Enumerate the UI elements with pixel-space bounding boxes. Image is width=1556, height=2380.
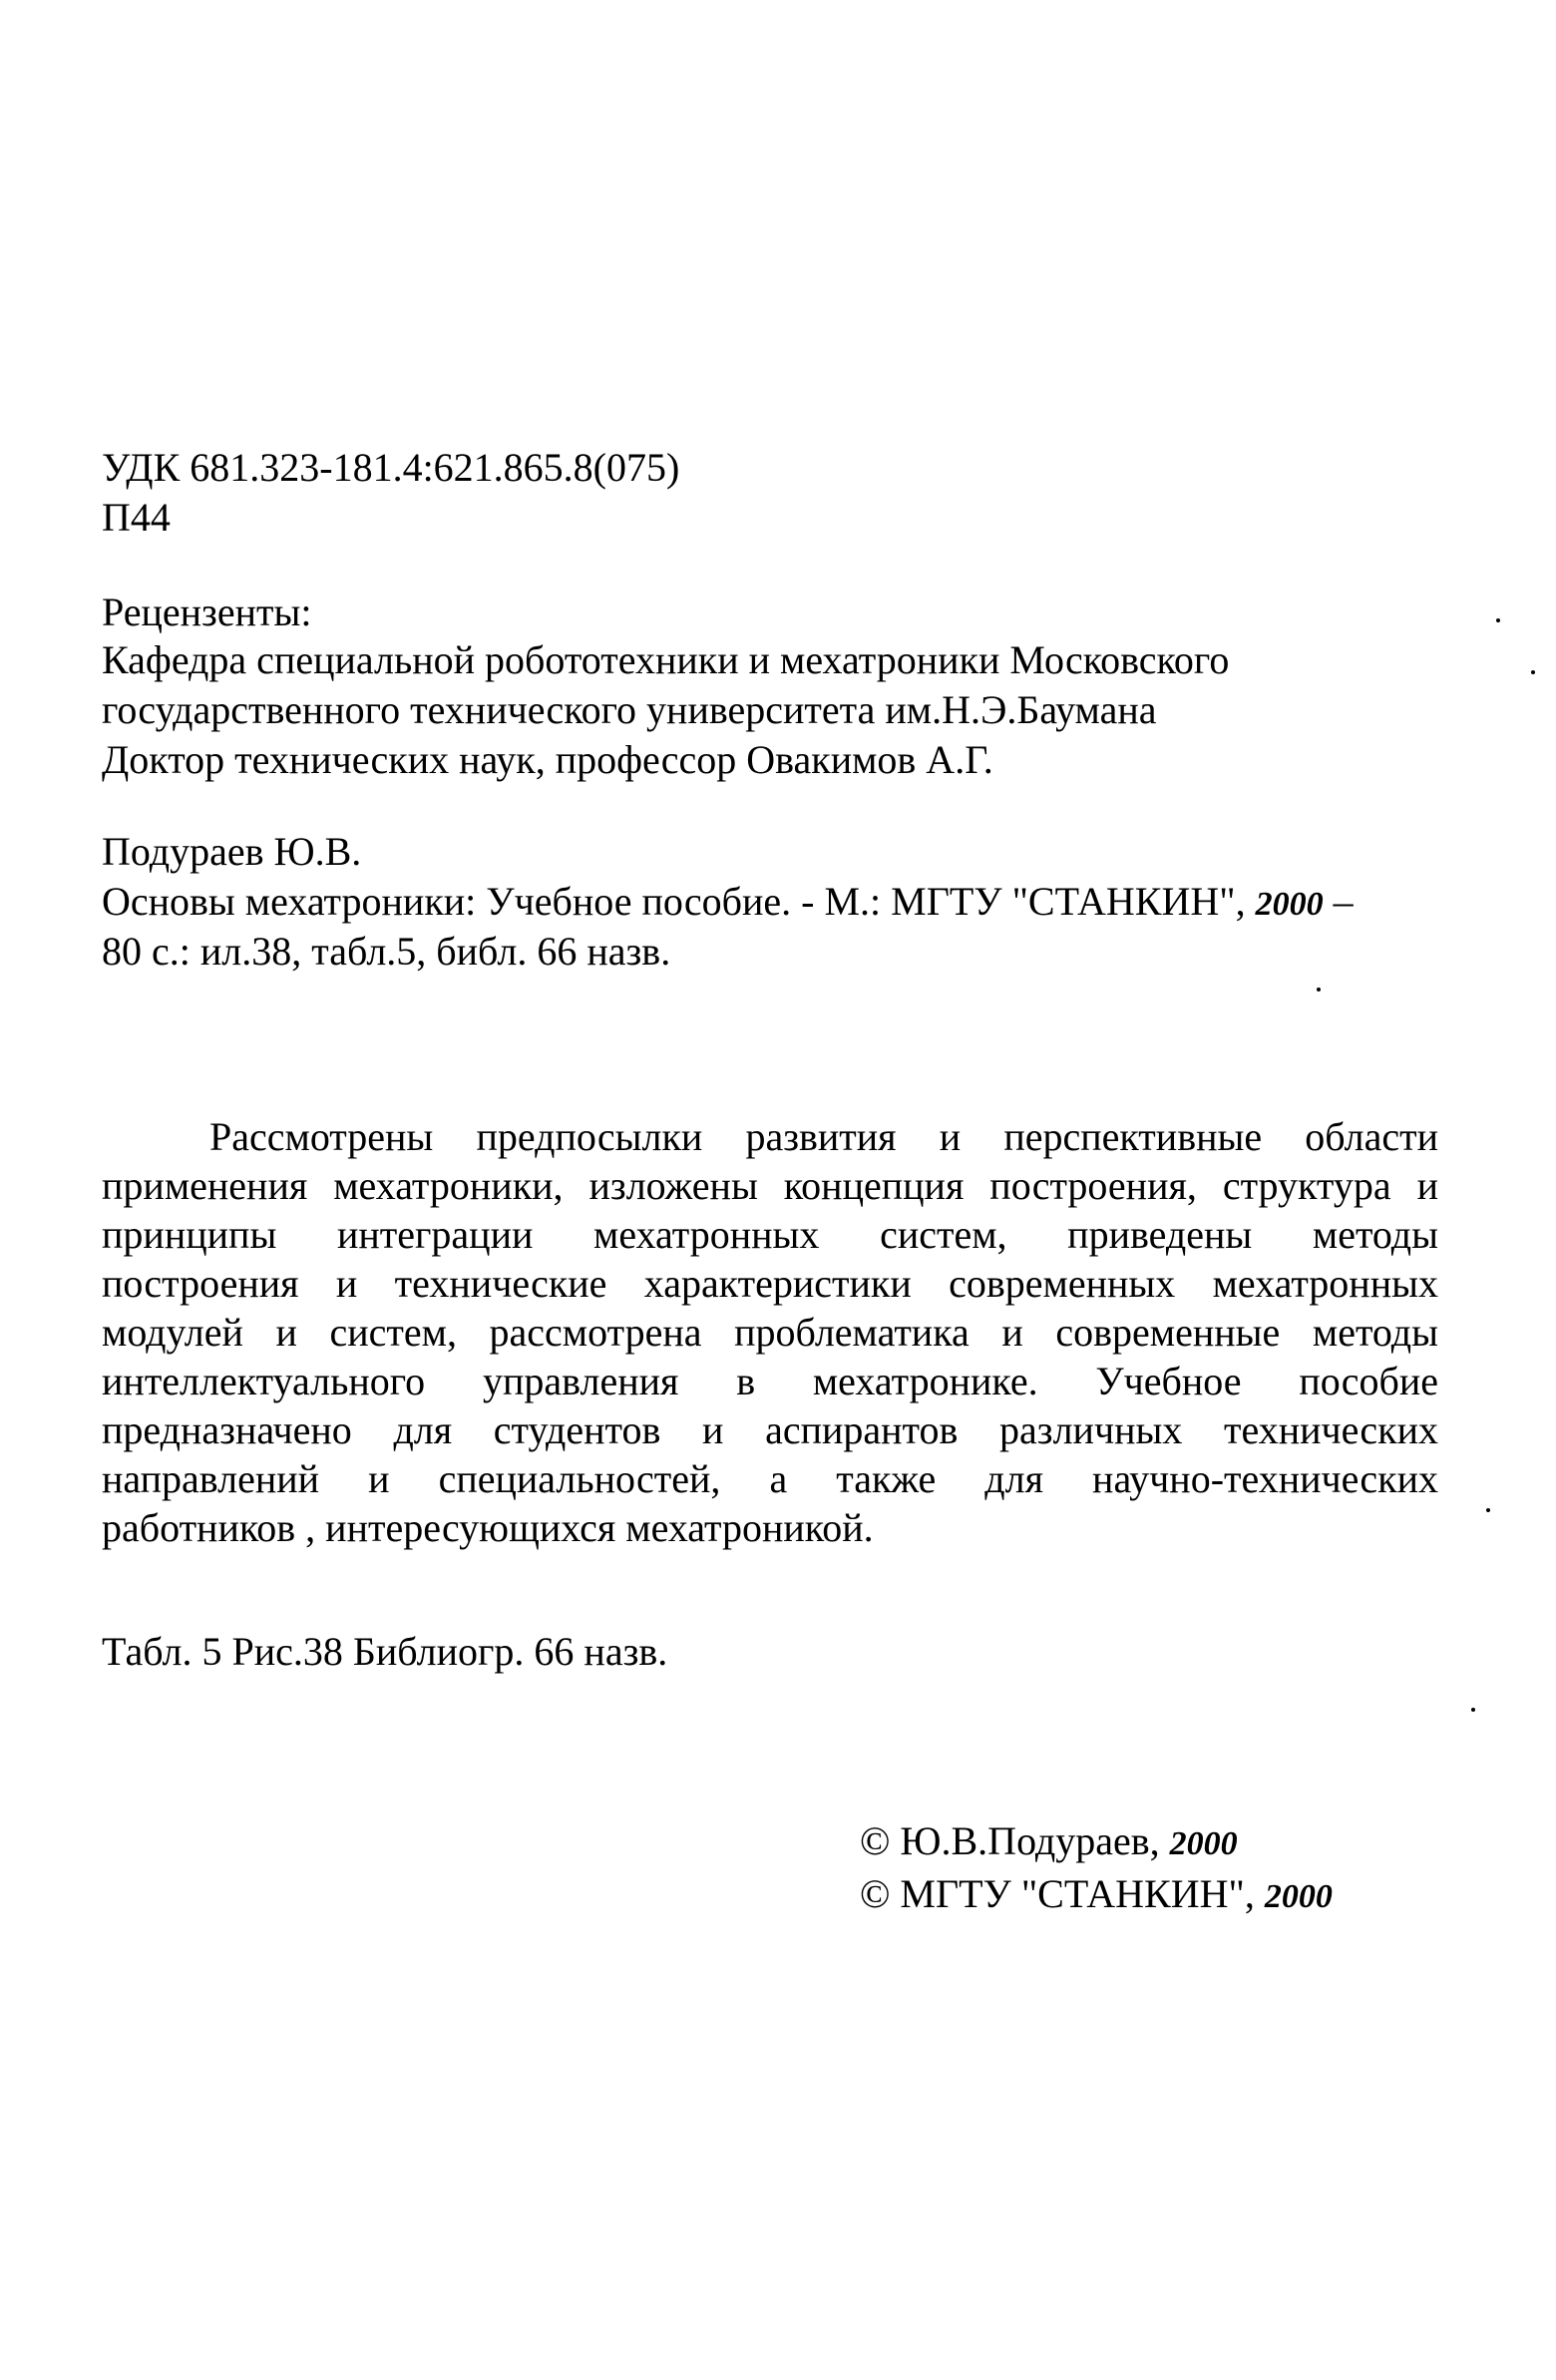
summary-line: Табл. 5 Рис.38 Библиогр. 66 назв.	[102, 1629, 668, 1674]
abstract-line: интеллектуального управления в мехатронике. Учебное пособие	[102, 1359, 1438, 1403]
abstract-paragraph	[102, 1112, 1438, 1552]
copyright-publisher	[860, 1870, 1333, 1921]
book-title-text: Основы мехатроники: Учебное пособие. - М.: МГТУ "СТАНКИН",	[102, 879, 1246, 924]
book-author: Подураев Ю.В.	[102, 829, 362, 874]
copyright-publisher-text: © МГТУ "СТАНКИН",	[860, 1871, 1255, 1916]
copyright-author	[860, 1817, 1238, 1868]
reviewer-line: государственного технического университета им.Н.Э.Баумана	[102, 687, 1157, 732]
scan-speck	[1317, 988, 1321, 992]
reviewer-line: Доктор технических наук, профессор Овакимов А.Г.	[102, 737, 993, 782]
abstract-line: работников , интересующихся мехатроникой.	[102, 1505, 874, 1550]
abstract-line: Рассмотрены предпосылки развития и перспективные области	[209, 1114, 1438, 1159]
scan-speck	[1496, 618, 1500, 622]
abstract-line: предназначено для студентов и аспирантов различных технических	[102, 1407, 1438, 1452]
scan-speck	[1486, 1508, 1490, 1512]
abstract-line: модулей и систем, рассмотрена проблематика и современные методы	[102, 1310, 1438, 1355]
reviewers-heading: Рецензенты:	[102, 590, 312, 634]
book-title-line	[102, 878, 1354, 929]
copyright-year: 2000	[1264, 1878, 1333, 1915]
udk-code: УДК 681.323-181.4:621.865.8(075)	[102, 445, 680, 490]
copyright-author-text: © Ю.В.Подураев,	[860, 1818, 1160, 1863]
title-dash: –	[1333, 879, 1354, 924]
abstract-line: направлений и специальностей, а также для научно-технических	[102, 1456, 1438, 1501]
abstract-line: применения мехатроники, изложены концепция построения, структура и	[102, 1163, 1438, 1208]
publication-year: 2000	[1255, 886, 1324, 923]
scan-speck	[1531, 670, 1535, 674]
copyright-year: 2000	[1169, 1825, 1238, 1862]
scan-speck	[1471, 1708, 1475, 1712]
library-code: П44	[102, 495, 171, 540]
abstract-line: построения и технические характеристики современных мехатронных	[102, 1261, 1438, 1306]
reviewer-line: Кафедра специальной робототехники и мехатроники Московского	[102, 637, 1230, 682]
abstract-line: принципы интеграции мехатронных систем, приведены методы	[102, 1212, 1438, 1257]
book-description: 80 с.: ил.38, табл.5, библ. 66 назв.	[102, 929, 671, 974]
